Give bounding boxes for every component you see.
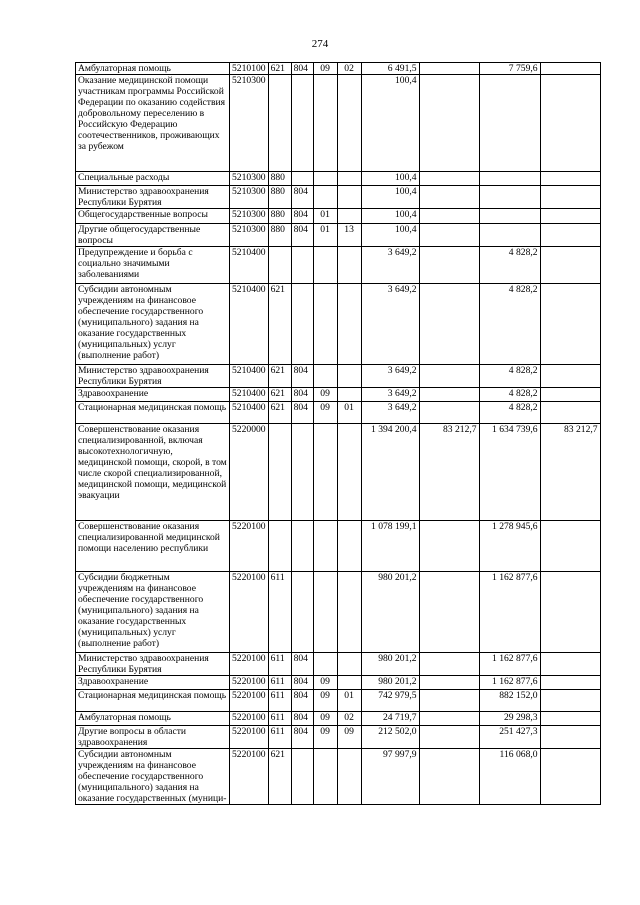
row-subsection <box>337 388 361 402</box>
row-sum-year2-federal <box>540 75 600 172</box>
row-expense-type: 621 <box>268 388 291 402</box>
row-sum-year2-federal <box>540 653 600 676</box>
row-sum-year1-federal <box>419 284 479 365</box>
row-target-article: 5210400 <box>230 402 269 424</box>
row-sum-year1-federal <box>419 690 479 712</box>
row-administrator: 804 <box>291 63 313 75</box>
budget-table <box>75 62 601 805</box>
table-row <box>76 224 601 247</box>
row-sum-year1-federal <box>419 186 479 209</box>
row-expense-type: 611 <box>268 690 291 712</box>
row-sum-year1-federal <box>419 247 479 284</box>
row-sum-year1-federal <box>419 224 479 247</box>
row-sum-year1: 3 649,2 <box>361 402 419 424</box>
row-expense-type: 621 <box>268 365 291 388</box>
row-subsection <box>337 572 361 653</box>
row-sum-year2-federal <box>540 209 600 224</box>
row-target-article: 5220000 <box>230 424 269 521</box>
row-target-article: 5220100 <box>230 676 269 690</box>
row-section: 09 <box>313 388 337 402</box>
row-subsection <box>337 247 361 284</box>
row-sum-year1: 100,4 <box>361 172 419 186</box>
row-name: Министерство здравоохранения Республики Бурятия <box>76 653 230 676</box>
row-sum-year2 <box>479 209 540 224</box>
row-target-article: 5220100 <box>230 653 269 676</box>
row-subsection: 01 <box>337 690 361 712</box>
row-sum-year2: 1 278 945,6 <box>479 521 540 572</box>
row-name: Здравоохранение <box>76 676 230 690</box>
row-sum-year2-federal <box>540 690 600 712</box>
row-sum-year2-federal: 83 212,7 <box>540 424 600 521</box>
row-sum-year2: 4 828,2 <box>479 284 540 365</box>
row-sum-year1: 100,4 <box>361 186 419 209</box>
row-target-article: 5220100 <box>230 521 269 572</box>
row-section <box>313 521 337 572</box>
row-sum-year1: 742 979,5 <box>361 690 419 712</box>
row-section: 09 <box>313 676 337 690</box>
row-name: Совершенствование оказания специализированной медицинской помощи населению республики <box>76 521 230 572</box>
row-subsection <box>337 172 361 186</box>
row-name: Стационарная медицинская помощь <box>76 402 230 424</box>
row-sum-year1: 3 649,2 <box>361 247 419 284</box>
row-sum-year2: 251 427,3 <box>479 726 540 749</box>
row-target-article: 5210400 <box>230 388 269 402</box>
row-target-article: 5220100 <box>230 749 269 805</box>
row-sum-year1: 980 201,2 <box>361 653 419 676</box>
row-expense-type: 611 <box>268 653 291 676</box>
table-row <box>76 75 601 172</box>
row-expense-type: 611 <box>268 726 291 749</box>
row-name: Амбулаторная помощь <box>76 63 230 75</box>
table-row <box>76 247 601 284</box>
row-administrator <box>291 572 313 653</box>
row-administrator <box>291 172 313 186</box>
row-sum-year1-federal <box>419 402 479 424</box>
table-row <box>76 388 601 402</box>
table-row <box>76 712 601 726</box>
row-sum-year1-federal <box>419 712 479 726</box>
row-sum-year1: 100,4 <box>361 209 419 224</box>
row-target-article: 5220100 <box>230 690 269 712</box>
row-expense-type: 880 <box>268 186 291 209</box>
row-name: Общегосударственные вопросы <box>76 209 230 224</box>
row-target-article: 5210400 <box>230 365 269 388</box>
row-sum-year1-federal <box>419 572 479 653</box>
row-target-article: 5210300 <box>230 209 269 224</box>
row-subsection: 02 <box>337 712 361 726</box>
row-sum-year2-federal <box>540 726 600 749</box>
row-sum-year1-federal <box>419 365 479 388</box>
row-sum-year2-federal <box>540 676 600 690</box>
row-subsection <box>337 521 361 572</box>
row-subsection: 13 <box>337 224 361 247</box>
row-target-article: 5210300 <box>230 186 269 209</box>
row-sum-year2-federal <box>540 247 600 284</box>
row-sum-year1: 100,4 <box>361 75 419 172</box>
row-sum-year2-federal <box>540 365 600 388</box>
row-sum-year2-federal <box>540 521 600 572</box>
row-sum-year1-federal <box>419 521 479 572</box>
row-sum-year2-federal <box>540 172 600 186</box>
row-name: Здравоохранение <box>76 388 230 402</box>
row-sum-year2: 1 634 739,6 <box>479 424 540 521</box>
row-sum-year1: 24 719,7 <box>361 712 419 726</box>
table-row <box>76 365 601 388</box>
row-section: 09 <box>313 63 337 75</box>
row-target-article: 5210300 <box>230 172 269 186</box>
row-sum-year1: 3 649,2 <box>361 365 419 388</box>
row-name: Другие вопросы в области здравоохранения <box>76 726 230 749</box>
table-row <box>76 749 601 805</box>
row-name: Министерство здравоохранения Республики Бурятия <box>76 365 230 388</box>
row-section <box>313 653 337 676</box>
row-subsection: 09 <box>337 726 361 749</box>
row-sum-year2: 882 152,0 <box>479 690 540 712</box>
row-administrator <box>291 521 313 572</box>
row-section <box>313 75 337 172</box>
table-row <box>76 572 601 653</box>
row-target-article: 5220100 <box>230 712 269 726</box>
row-section: 01 <box>313 224 337 247</box>
row-subsection <box>337 75 361 172</box>
row-subsection: 02 <box>337 63 361 75</box>
row-sum-year2 <box>479 172 540 186</box>
row-name: Министерство здравоохранения Республики Бурятия <box>76 186 230 209</box>
row-sum-year2: 7 759,6 <box>479 63 540 75</box>
row-sum-year1: 3 649,2 <box>361 388 419 402</box>
row-sum-year1-federal <box>419 653 479 676</box>
row-administrator: 804 <box>291 224 313 247</box>
row-administrator: 804 <box>291 402 313 424</box>
row-subsection <box>337 284 361 365</box>
row-expense-type: 621 <box>268 749 291 805</box>
table-row <box>76 690 601 712</box>
table-row <box>76 172 601 186</box>
row-sum-year2-federal <box>540 224 600 247</box>
row-sum-year1: 3 649,2 <box>361 284 419 365</box>
row-expense-type: 880 <box>268 172 291 186</box>
row-administrator <box>291 424 313 521</box>
row-name: Субсидии автономным учреждениям на финансовое обеспечение государственного (муниципального) задания на оказание государственных (муниципальных) услуг (выполнение работ) <box>76 284 230 365</box>
row-sum-year2: 1 162 877,6 <box>479 572 540 653</box>
row-section <box>313 186 337 209</box>
row-expense-type <box>268 75 291 172</box>
row-administrator: 804 <box>291 186 313 209</box>
row-expense-type: 880 <box>268 209 291 224</box>
row-sum-year1-federal <box>419 749 479 805</box>
row-section: 09 <box>313 712 337 726</box>
row-target-article: 5210400 <box>230 284 269 365</box>
row-subsection <box>337 749 361 805</box>
table-row <box>76 63 601 75</box>
table-row <box>76 284 601 365</box>
row-administrator: 804 <box>291 388 313 402</box>
table-row <box>76 521 601 572</box>
row-sum-year2-federal <box>540 186 600 209</box>
row-expense-type: 611 <box>268 712 291 726</box>
row-target-article: 5210300 <box>230 224 269 247</box>
row-sum-year1: 1 078 199,1 <box>361 521 419 572</box>
row-administrator <box>291 247 313 284</box>
row-sum-year2 <box>479 224 540 247</box>
table-body <box>76 63 601 805</box>
row-sum-year2: 4 828,2 <box>479 402 540 424</box>
row-subsection <box>337 676 361 690</box>
row-section <box>313 172 337 186</box>
row-subsection <box>337 209 361 224</box>
row-expense-type: 621 <box>268 284 291 365</box>
row-administrator: 804 <box>291 365 313 388</box>
table-row <box>76 186 601 209</box>
table-row <box>76 209 601 224</box>
row-sum-year2: 4 828,2 <box>479 365 540 388</box>
row-subsection <box>337 365 361 388</box>
row-sum-year2-federal <box>540 749 600 805</box>
row-sum-year2-federal <box>540 402 600 424</box>
row-sum-year1-federal <box>419 75 479 172</box>
row-expense-type <box>268 424 291 521</box>
row-expense-type <box>268 247 291 284</box>
row-administrator: 804 <box>291 209 313 224</box>
row-sum-year1: 212 502,0 <box>361 726 419 749</box>
row-target-article: 5210100 <box>230 63 269 75</box>
row-administrator: 804 <box>291 653 313 676</box>
row-name: Стационарная медицинская помощь <box>76 690 230 712</box>
row-sum-year1-federal <box>419 726 479 749</box>
row-sum-year2: 4 828,2 <box>479 388 540 402</box>
row-name: Специальные расходы <box>76 172 230 186</box>
row-sum-year1-federal <box>419 172 479 186</box>
row-sum-year2: 1 162 877,6 <box>479 653 540 676</box>
row-expense-type <box>268 521 291 572</box>
row-administrator <box>291 284 313 365</box>
row-sum-year2-federal <box>540 712 600 726</box>
row-name: Предупреждение и борьба с социально значимыми заболеваниями <box>76 247 230 284</box>
row-name: Субсидии автономным учреждениям на финансовое обеспечение государственного (муниципального) задания на оказание государственных (муници- <box>76 749 230 805</box>
page-number: 274 <box>311 38 329 50</box>
row-section: 09 <box>313 726 337 749</box>
row-administrator: 804 <box>291 726 313 749</box>
row-expense-type: 621 <box>268 402 291 424</box>
row-sum-year2-federal <box>540 388 600 402</box>
row-section <box>313 424 337 521</box>
row-administrator <box>291 749 313 805</box>
row-expense-type: 611 <box>268 676 291 690</box>
row-section <box>313 749 337 805</box>
row-sum-year2: 29 298,3 <box>479 712 540 726</box>
row-target-article: 5210400 <box>230 247 269 284</box>
row-sum-year1-federal <box>419 388 479 402</box>
row-section <box>313 365 337 388</box>
row-section: 09 <box>313 690 337 712</box>
row-subsection <box>337 186 361 209</box>
row-sum-year2: 116 068,0 <box>479 749 540 805</box>
row-target-article: 5210300 <box>230 75 269 172</box>
row-sum-year2: 4 828,2 <box>479 247 540 284</box>
table-row <box>76 726 601 749</box>
row-sum-year1-federal: 83 212,7 <box>419 424 479 521</box>
row-sum-year1-federal <box>419 676 479 690</box>
row-section <box>313 247 337 284</box>
table-row <box>76 402 601 424</box>
row-administrator <box>291 75 313 172</box>
row-administrator: 804 <box>291 712 313 726</box>
row-expense-type: 611 <box>268 572 291 653</box>
row-sum-year2-federal <box>540 572 600 653</box>
row-subsection <box>337 653 361 676</box>
row-name: Совершенствование оказания специализированной, включая высокотехнологичную, медицинской помощи, скорой, в том числе скорой специализированной, медицинской помощи, медицинской эвакуации <box>76 424 230 521</box>
row-sum-year2 <box>479 75 540 172</box>
row-expense-type: 880 <box>268 224 291 247</box>
row-expense-type: 621 <box>268 63 291 75</box>
table-row <box>76 653 601 676</box>
row-section <box>313 284 337 365</box>
row-section <box>313 572 337 653</box>
row-sum-year2-federal <box>540 284 600 365</box>
row-subsection <box>337 424 361 521</box>
table-row <box>76 676 601 690</box>
row-sum-year1: 980 201,2 <box>361 676 419 690</box>
table-row <box>76 424 601 521</box>
row-sum-year1: 1 394 200,4 <box>361 424 419 521</box>
row-section: 09 <box>313 402 337 424</box>
row-target-article: 5220100 <box>230 726 269 749</box>
row-section: 01 <box>313 209 337 224</box>
row-target-article: 5220100 <box>230 572 269 653</box>
row-name: Амбулаторная помощь <box>76 712 230 726</box>
row-sum-year1: 97 997,9 <box>361 749 419 805</box>
row-sum-year1-federal <box>419 209 479 224</box>
row-sum-year1-federal <box>419 63 479 75</box>
row-sum-year2-federal <box>540 63 600 75</box>
row-sum-year2: 1 162 877,6 <box>479 676 540 690</box>
row-name: Другие общегосударственные вопросы <box>76 224 230 247</box>
row-administrator: 804 <box>291 676 313 690</box>
row-administrator: 804 <box>291 690 313 712</box>
row-subsection: 01 <box>337 402 361 424</box>
row-sum-year1: 6 491,5 <box>361 63 419 75</box>
row-name: Субсидии бюджетным учреждениям на финансовое обеспечение государственного (муниципального) задания на оказание государственных (муниципальных) услуг (выполнение работ) <box>76 572 230 653</box>
row-name: Оказание медицинской помощи участникам программы Российской Федерации по оказанию содействия добровольному переселению в Российскую Федерацию соотечественников, проживающих за рубежом <box>76 75 230 172</box>
row-sum-year1: 980 201,2 <box>361 572 419 653</box>
row-sum-year1: 100,4 <box>361 224 419 247</box>
row-sum-year2 <box>479 186 540 209</box>
